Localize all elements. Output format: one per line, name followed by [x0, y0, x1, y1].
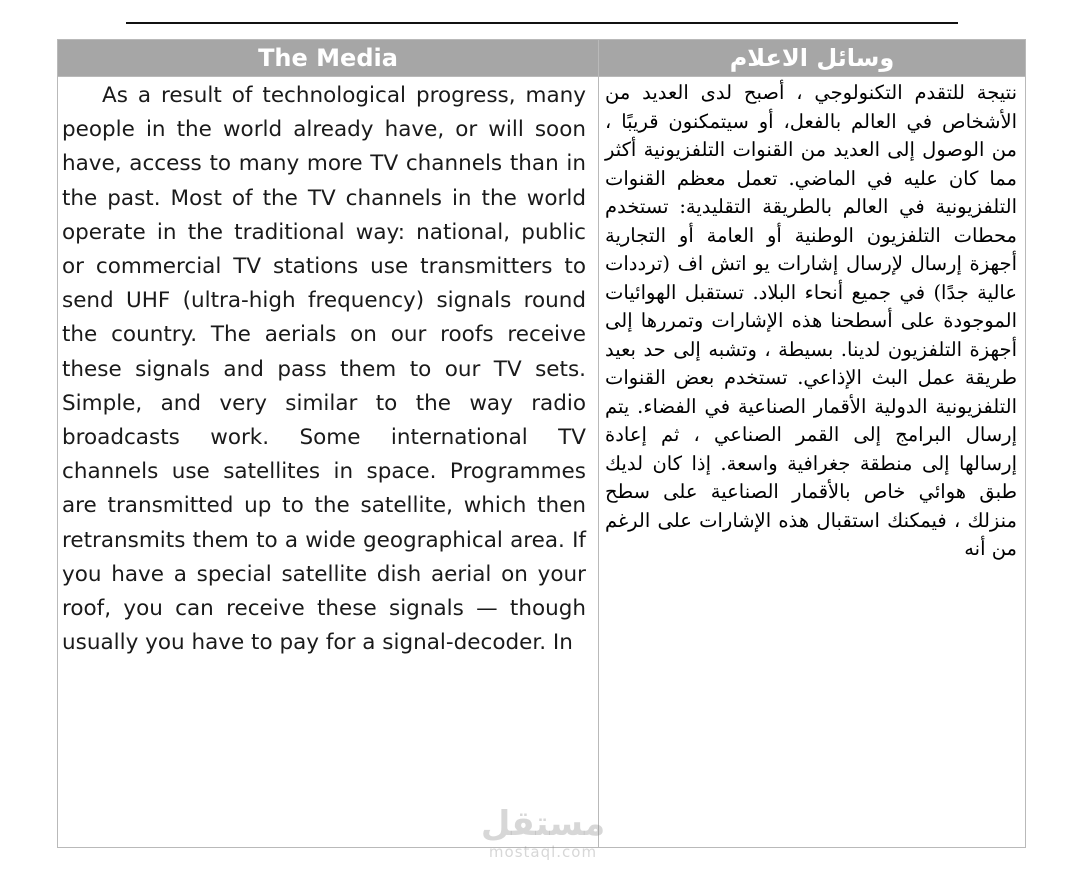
english-cell: [58, 77, 599, 848]
english-paragraph: As a result of technological progress, many people in the world already have, or will soon have, access to many more TV channels than in the past. Most of the TV channels in the world operate in the traditional way: national, public or commercial TV stations use transmitters to send UHF (ultra-high frequency) signals round the country. The aerials on our roofs receive these signals and pass them to our TV sets. Simple, and very similar to the way radio broadcasts work. Some international TV channels use satellites in space. Programmes are transmitted up to the satellite, which then retransmits them to a wide geographical area. If you have a special satellite dish aerial on your roof, you can receive these signals — though usually you have to pay for a signal-decoder. In: [62, 83, 586, 656]
bilingual-table: [57, 39, 1026, 848]
arabic-paragraph: نتيجة للتقدم التكنولوجي ، أصبح لدى العديد من الأشخاص في العالم بالفعل، أو سيتمكنون قريبًا ، من الوصول إلى العديد من القنوات التلفزيونية أكثر مما كان عليه في الماضي. تعمل معظم القنوات التلفزيونية في العالم بالطريقة التقليدية: تستخدم محطات التلفزيون الوطنية أو العامة أو التجارية أجهزة إرسال لإرسال إشارات يو اتش اف (ترددات عالية جدًا) في جميع أنحاء البلاد. تستقبل الهوائيات الموجودة على أسطحنا هذه الإشارات وتمررها إلى أجهزة التلفزيون لدينا. بسيطة ، وتشبه إلى حد بعيد طريقة عمل البث الإذاعي. تستخدم بعض القنوات التلفزيونية الدولية الأقمار الصناعية في الفضاء. يتم إرسال البرامج إلى القمر الصناعي ، ثم إعادة إرسالها إلى منطقة جغرافية واسعة. إذا كان لديك طبق هوائي خاص بالأقمار الصناعية على سطح منزلك ، فيمكنك استقبال هذه الإشارات على الرغم من أنه: [605, 81, 1017, 560]
watermark-latin-text: mostaql.com: [488, 843, 598, 861]
english-column-title: The Media: [58, 40, 599, 77]
top-horizontal-rule: [126, 22, 958, 24]
arabic-column-title: وسائل الاعلام: [599, 40, 1026, 77]
table-body-row: [58, 77, 1026, 848]
table-header-row: [58, 40, 1026, 77]
watermark-arabic-logo: مستقل: [480, 804, 606, 844]
arabic-cell: [599, 77, 1026, 848]
